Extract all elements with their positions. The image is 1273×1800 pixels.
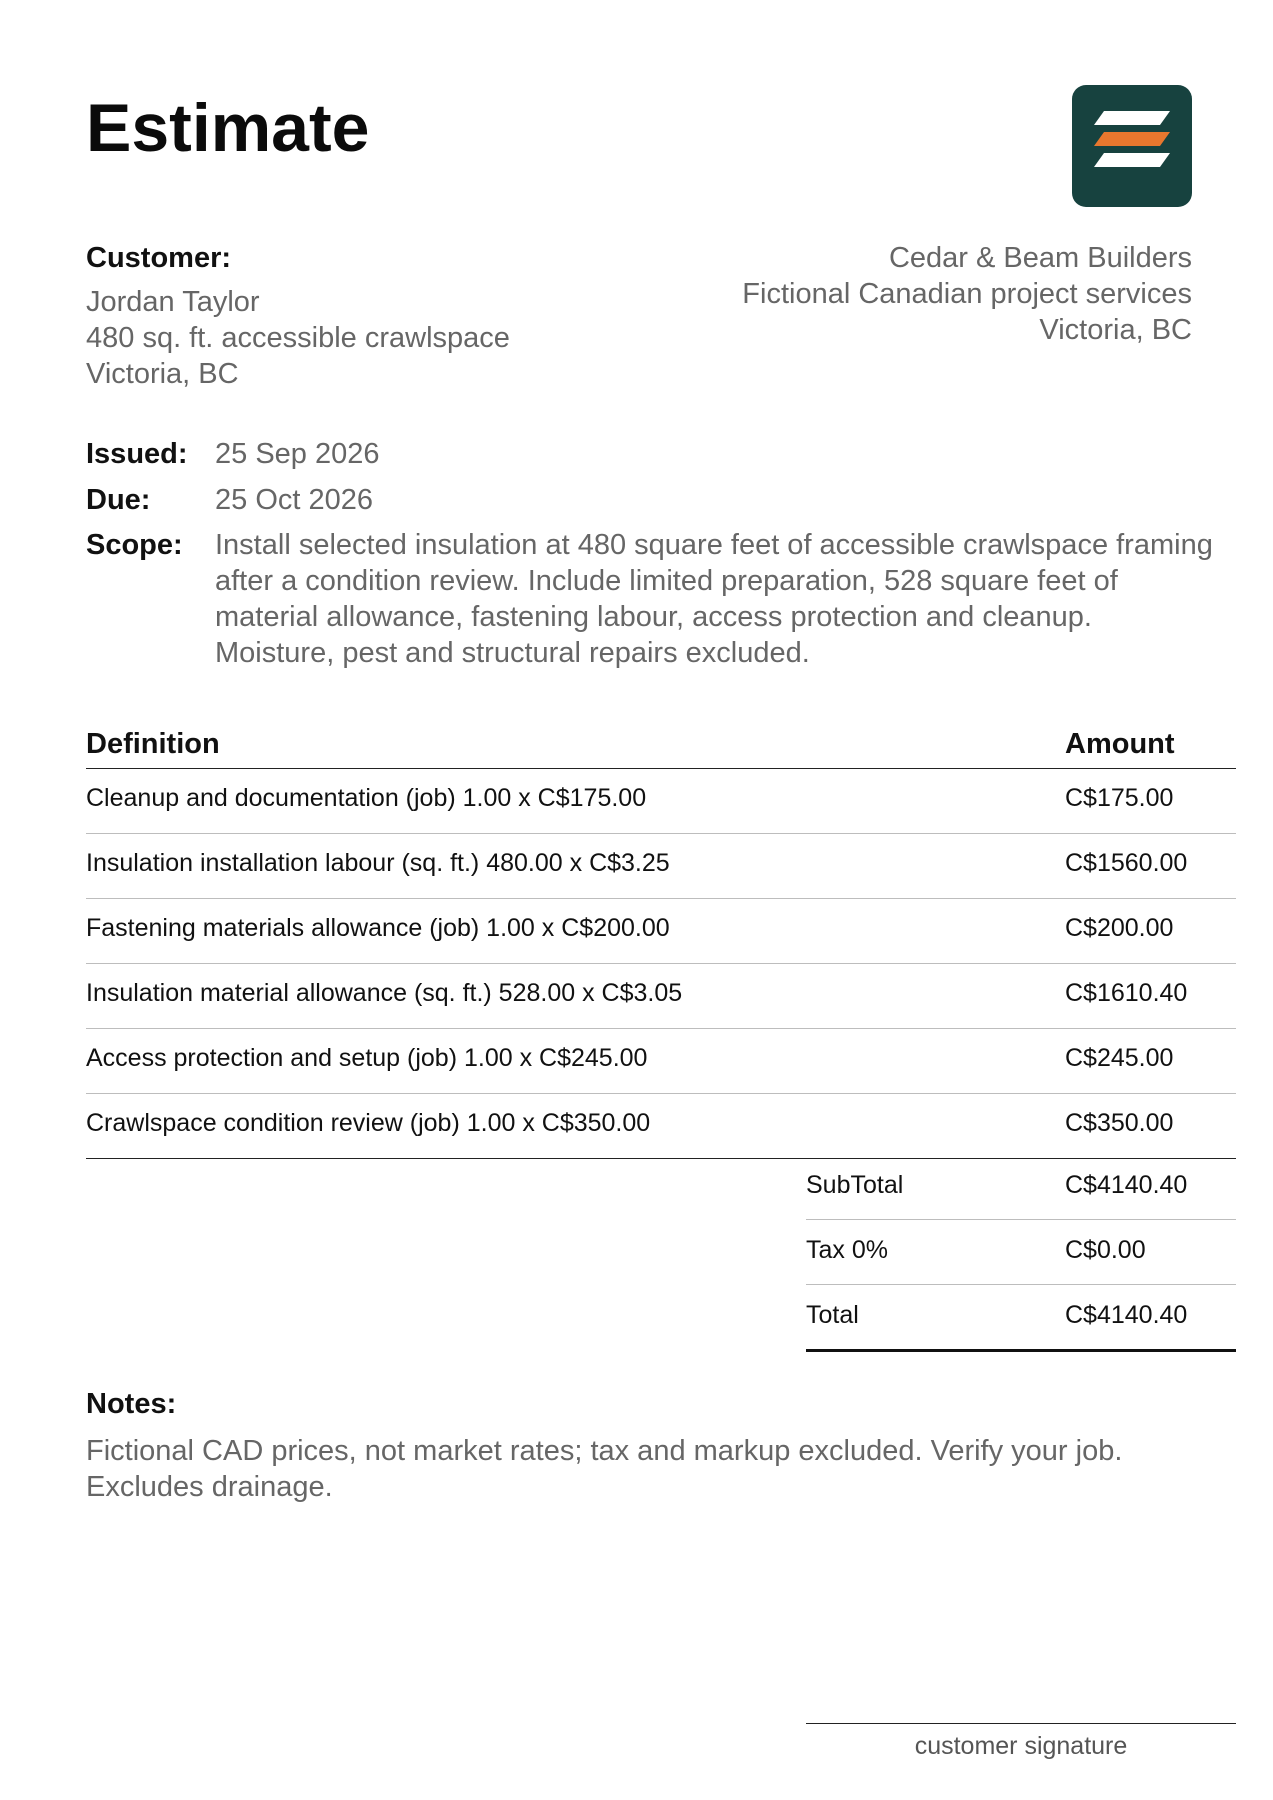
issued-date: 25 Sep 2026 [215,438,380,470]
table-row [86,899,1236,964]
issued-label: Issued: [86,438,188,470]
scope-label: Scope: [86,529,183,561]
item-description: Fastening materials allowance (job) 1.00 x C$200.00 [86,914,670,942]
line-items-table [86,718,1236,1159]
table-row [86,769,1236,834]
subtotal-label: SubTotal [806,1171,904,1199]
company-block [742,240,1192,348]
item-amount: C$245.00 [1065,1044,1174,1072]
total-value: C$4140.40 [1065,1301,1188,1329]
item-description: Insulation installation labour (sq. ft.) 480.00 x C$3.25 [86,849,670,877]
tax-label: Tax 0% [806,1236,888,1264]
due-date: 25 Oct 2026 [215,484,373,516]
item-amount: C$1560.00 [1065,849,1188,877]
subtotal-value: C$4140.40 [1065,1171,1188,1199]
item-description: Crawlspace condition review (job) 1.00 x C$350.00 [86,1109,651,1137]
item-description: Insulation material allowance (sq. ft.) 528.00 x C$3.05 [86,979,683,1007]
stacked-boards-logo-icon [1072,85,1192,207]
notes-text: Fictional CAD prices, not market rates; tax and markup excluded. Verify your job. Excludes drainage. [86,1435,1123,1503]
totals-block [806,1155,1236,1352]
subtotal-row [806,1155,1236,1220]
customer-block [86,284,510,392]
table-row [86,834,1236,899]
table-row [86,1029,1236,1094]
item-amount: C$1610.40 [1065,979,1188,1007]
customer-name: Jordan Taylor [86,286,260,318]
item-amount: C$350.00 [1065,1109,1174,1137]
item-description: Access protection and setup (job) 1.00 x C$245.00 [86,1044,648,1072]
line-items-header [86,718,1236,769]
company-name: Cedar & Beam Builders [888,242,1192,274]
document-title: Estimate [86,90,370,166]
tax-row [806,1220,1236,1285]
total-label: Total [806,1301,859,1329]
company-location: Victoria, BC [1039,314,1192,346]
header-definition: Definition [86,728,220,760]
company-tagline: Fictional Canadian project services [742,278,1192,310]
header-amount: Amount [1065,728,1175,760]
tax-value: C$0.00 [1065,1236,1146,1264]
table-row [86,1094,1236,1159]
notes-label: Notes: [86,1388,177,1420]
scope-text: Install selected insulation at 480 square feet of accessible crawlspace framing after a condition review. Include limited preparation, 528 square feet of material allowance, fastening labour, access protection and cleanup. Moisture, pest and structural repairs excluded. [215,529,1213,669]
signature-label: customer signature [914,1732,1128,1760]
signature-line [806,1723,1236,1724]
total-row [806,1285,1236,1352]
item-amount: C$200.00 [1065,914,1174,942]
table-row [86,964,1236,1029]
customer-label: Customer: [86,242,232,274]
customer-project: 480 sq. ft. accessible crawlspace [86,322,510,354]
customer-location: Victoria, BC [86,358,239,390]
item-amount: C$175.00 [1065,784,1174,812]
item-description: Cleanup and documentation (job) 1.00 x C$175.00 [86,784,647,812]
due-label: Due: [86,484,151,516]
